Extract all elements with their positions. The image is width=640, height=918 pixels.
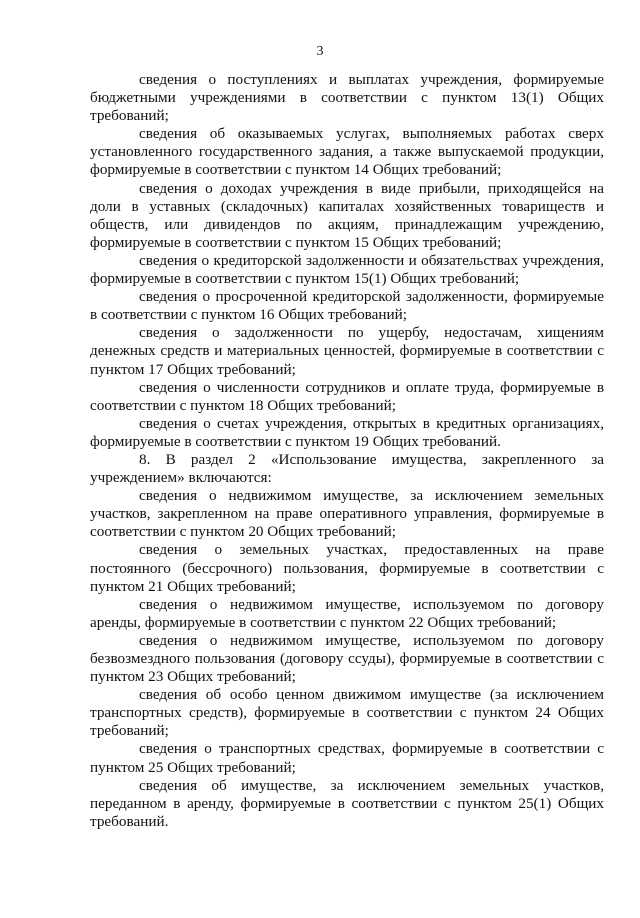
paragraph: сведения о задолженности по ущербу, недостачам, хищениям денежных средств и материальных ценностей, формируемые в соответствии с пунктом 17 Общих требований;	[90, 324, 604, 378]
paragraph: сведения о численности сотрудников и оплате труда, формируемые в соответствии с пунктом 18 Общих требований;	[90, 378, 604, 414]
paragraph: сведения об оказываемых услугах, выполняемых работах сверх установленного государственного задания, а также выпускаемой продукции, формируемые в соответствии с пунктом 14 Общих требований;	[90, 125, 604, 179]
paragraph: сведения о недвижимом имуществе, используемом по договору безвозмездного пользования (договору ссуды), формируемые в соответствии с пунктом 23 Общих требований;	[90, 631, 604, 686]
paragraph: сведения о недвижимом имуществе, за исключением земельных участков, закрепленном на праве оперативного управления, формируемые в соответствии с пунктом 20 Общих требований;	[90, 487, 604, 541]
paragraph: сведения о недвижимом имуществе, используемом по договору аренды, формируемые в соответствии с пунктом 22 Общих требований;	[90, 595, 604, 631]
paragraph: сведения о поступлениях и выплатах учреждения, формируемые бюджетными учреждениями в соответствии с пунктом 13(1) Общих требований;	[90, 71, 604, 125]
page-number: 3	[316, 44, 324, 59]
section-paragraph: 8. В раздел 2 «Использование имущества, закрепленного за учреждением» включаются:	[90, 450, 604, 487]
paragraph: сведения о счетах учреждения, открытых в кредитных организациях, формируемые в соответствии с пунктом 19 Общих требований.	[90, 414, 604, 450]
paragraph: сведения о доходах учреждения в виде прибыли, приходящейся на доли в уставных (складочных) капиталах хозяйственных товариществ и обществ, или дивидендов по акциям, принадлежащим учреждению, формируемые в соответствии с пунктом 15 Общих требований;	[90, 179, 604, 251]
paragraph: сведения о кредиторской задолженности и обязательствах учреждения, формируемые в соответствии с пунктом 15(1) Общих требований;	[90, 251, 604, 288]
paragraph: сведения о просроченной кредиторской задолженности, формируемые в соответствии с пунктом 16 Общих требований;	[90, 288, 604, 324]
paragraph: сведения о транспортных средствах, формируемые в соответствии с пунктом 25 Общих требований;	[90, 740, 604, 776]
document-body	[90, 71, 604, 831]
paragraph: сведения о земельных участках, предоставленных на праве постоянного (бессрочного) пользования, формируемые в соответствии с пунктом 21 Общих требований;	[90, 541, 604, 595]
paragraph: сведения об особо ценном движимом имуществе (за исключением транспортных средств), формируемые в соответствии с пунктом 24 Общих требований;	[90, 686, 604, 740]
paragraph: сведения об имуществе, за исключением земельных участков, переданном в аренду, формируемые в соответствии с пунктом 25(1) Общих требований.	[90, 776, 604, 830]
